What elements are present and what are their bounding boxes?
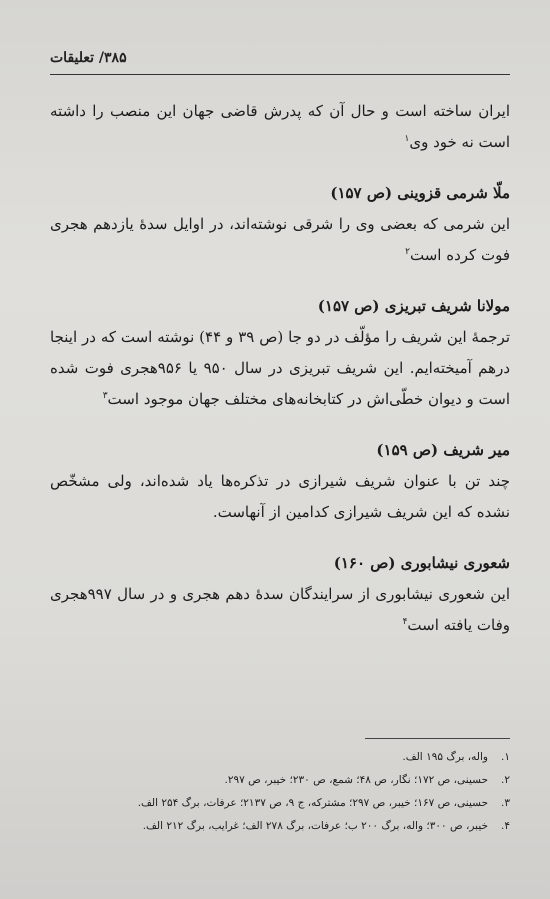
entry-sharif-tabrizi <box>50 291 510 415</box>
footnote-item <box>50 792 510 815</box>
entry-title: میر شریف (ص ۱۵۹) <box>376 441 510 459</box>
entry-title: ملّا شرمی قزوینی (ص ۱۵۷) <box>330 184 510 202</box>
footnotes-list <box>50 746 510 838</box>
footnote-number: ۲. <box>501 774 510 786</box>
paragraph-text: ترجمهٔ این شریف را مؤلّف در دو جا (ص ۳۹ و ۴۴) نوشته است که در اینجا درهم آمیخته‌ایم. این شریف تبریزی در سال ۹۵۰ یا ۹۵۶هجری فوت شده است و دیوان خطّی‌اش در کتابخانه‌های مختلف جهان موجود است <box>50 328 511 408</box>
footnote-text: حسینی، ص ۱۶۷؛ خیبر، ص ۲۹۷؛ مشترکه، ج ۹، ص ۲۱۳۷؛ عرفات، برگ ۲۵۴ الف. <box>137 797 488 809</box>
footnote-item <box>50 815 510 838</box>
entry-paragraph <box>50 209 510 271</box>
footnote-text: حسینی، ص ۱۷۲؛ نگار، ص ۴۸؛ شمع، ص ۲۳۰؛ خیبر، ص ۲۹۷. <box>224 774 488 786</box>
paragraph-text: چند تن با عنوان شریف شیرازی در تذکره‌ها یاد شده‌اند، ولی مشخّص نشده که این شریف شیرازی کدامین از آنهاست. <box>50 472 510 521</box>
paragraph-text: این شعوری نیشابوری از سرایندگان سدهٔ دهم هجری و در سال ۹۹۷هجری وفات یافته است <box>50 585 510 634</box>
entry-title: مولانا شریف تبریزی (ص ۱۵۷) <box>317 297 510 315</box>
entry-paragraph <box>50 466 510 528</box>
footnote-number: ۳. <box>501 797 510 809</box>
footnote-ref: ۳ <box>102 391 108 401</box>
footnote-item <box>50 769 510 792</box>
footnote-item <box>50 746 510 769</box>
running-head: ۳۸۵/ تعلیقات <box>50 50 127 66</box>
entry-title: شعوری نیشابوری (ص ۱۶۰) <box>333 554 510 572</box>
footnote-text: خیبر، ص ۳۰۰؛ واله، برگ ۲۰۰ ب؛ عرفات، برگ ۲۷۸ الف؛ غرایب، برگ ۲۱۲ الف. <box>142 820 488 832</box>
intro-paragraph <box>50 96 510 158</box>
footnote-text: واله، برگ ۱۹۵ الف. <box>402 751 488 763</box>
footnote-number: ۱. <box>501 751 510 763</box>
entry-mir-sharif <box>50 435 510 528</box>
page-header <box>50 48 510 75</box>
footnote-ref: ۴ <box>402 617 408 627</box>
entry-molla-sharmi <box>50 178 510 271</box>
footnote-ref: ۲ <box>405 247 410 257</box>
paragraph-text: ایران ساخته است و حال آن که پدرش قاضی جهان این منصب را داشته است نه خود وی <box>50 102 511 151</box>
entry-paragraph <box>50 322 510 415</box>
footnote-ref: ۱ <box>404 134 410 144</box>
entry-shouri-neyshaburi <box>50 548 510 641</box>
footnote-divider <box>365 738 510 739</box>
entry-paragraph <box>50 579 510 641</box>
paragraph-text: این شرمی که بعضی وی را شرقی نوشته‌اند، در اوایل سدهٔ یازدهم هجری فوت کرده است <box>50 215 510 264</box>
page-body <box>50 96 510 641</box>
footnote-number: ۴. <box>501 820 510 832</box>
